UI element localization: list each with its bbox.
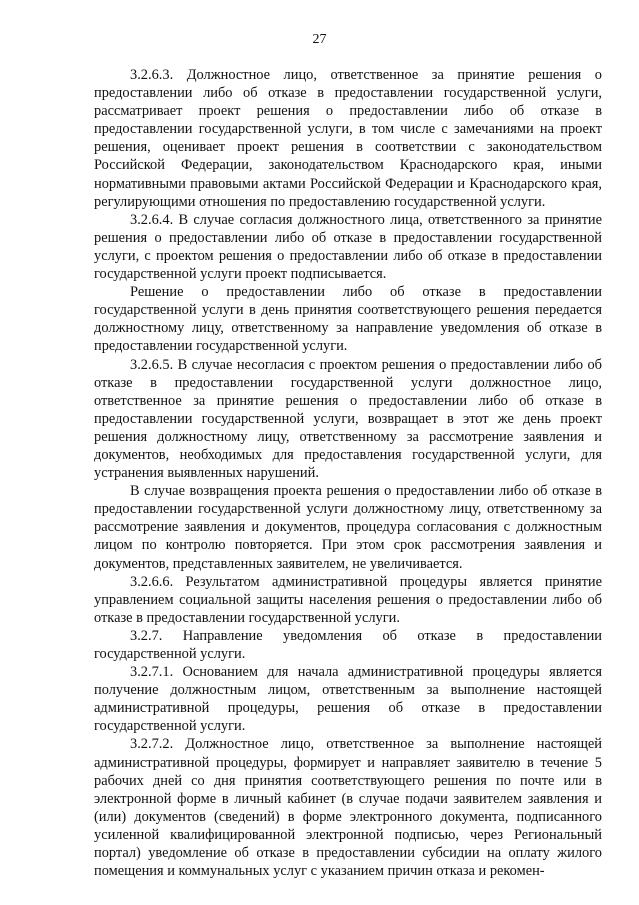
paragraph-3-2-6-4: 3.2.6.4. В случае согласия должностного лица, ответственного за принятие решения о предоставлении либо об отказе в предоставлении государственной услуги, с проектом решения о предоставлении либо об отказе в предоставлении государственной услуги проект подписывается. xyxy=(94,211,602,283)
page-number: 27 xyxy=(312,32,327,47)
paragraph-3-2-7: 3.2.7. Направление уведомления об отказе в предоставлении государственной услуги. xyxy=(94,627,602,662)
paragraph-3-2-6-5: 3.2.6.5. В случае несогласия с проектом решения о предоставлении либо об отказе в предоставлении государственной услуги должностное лицо, ответственное за принятие решения о предоставлении либо об отказе в предоставлении государственной услуги, возвращает в этот же день проект решения должностному лицу, ответственному за рассмотрение заявления и документов, необходимых для предоставления государственной услуги, для устранения выявленных нарушений. xyxy=(94,356,602,482)
paragraph-draft-return: В случае возвращения проекта решения о предоставлении либо об отказе в предоставлении государственной услуги должностному лицу, ответственному за рассмотрение заявления и документов, процедура согласования с должностным лицом по контролю повторяется. При этом срок рассмотрения заявления и документов, представленных заявителем, не увеличивается. xyxy=(94,483,602,572)
paragraph-3-2-6-6: 3.2.6.6. Результатом административной процедуры является принятие управлением социальной защиты населения решения о предоставлении либо об отказе в предоставлении государственной услуги. xyxy=(94,573,602,626)
document-body xyxy=(94,66,602,880)
paragraph-3-2-7-1: 3.2.7.1. Основанием для начала административной процедуры является получение должностным лицом, ответственным за выполнение настоящей административной процедуры, решения об отказе в предоставлении государственной услуги. xyxy=(94,664,602,735)
paragraph-3-2-7-2: 3.2.7.2. Должностное лицо, ответственное за выполнение настоящей административной процедуры, формирует и направляет заявителю в течение 5 рабочих дней со дня принятия соответствующего решения по почте или в электронной форме в личный кабинет (в случае подачи заявителем заявления и (или) документов (сведений) в форме электронного документа, подписанного усиленной квалифицированной электронной подписью, через Региональный портал) уведомление об отказе в предоставлении субсидии на оплату жилого помещения и коммунальных услуг с указанием причин отказа и рекомен- xyxy=(94,736,602,880)
paragraph-3-2-6-3: 3.2.6.3. Должностное лицо, ответственное за принятие решения о предоставлении либо об отказе в предоставлении государственной услуги, рассматривает проект решения о предоставлении либо об отказе в предоставлении государственной услуги, в том числе с замечаниями на проект решения, оценивает проект решения в соответствии с законодательством Российской Федерации, законодательством Краснодарского края, иными нормативными правовыми актами Российской Федерации и Краснодарского края, регулирующими отношения по предоставлению государственной услуги. xyxy=(94,67,602,210)
paragraph-decision-transfer: Решение о предоставлении либо об отказе в предоставлении государственной услуги в день принятия соответствующего решения передается должностному лицу, ответственному за направление уведомления об отказе в предоставлении государственной услуги. xyxy=(94,284,602,355)
